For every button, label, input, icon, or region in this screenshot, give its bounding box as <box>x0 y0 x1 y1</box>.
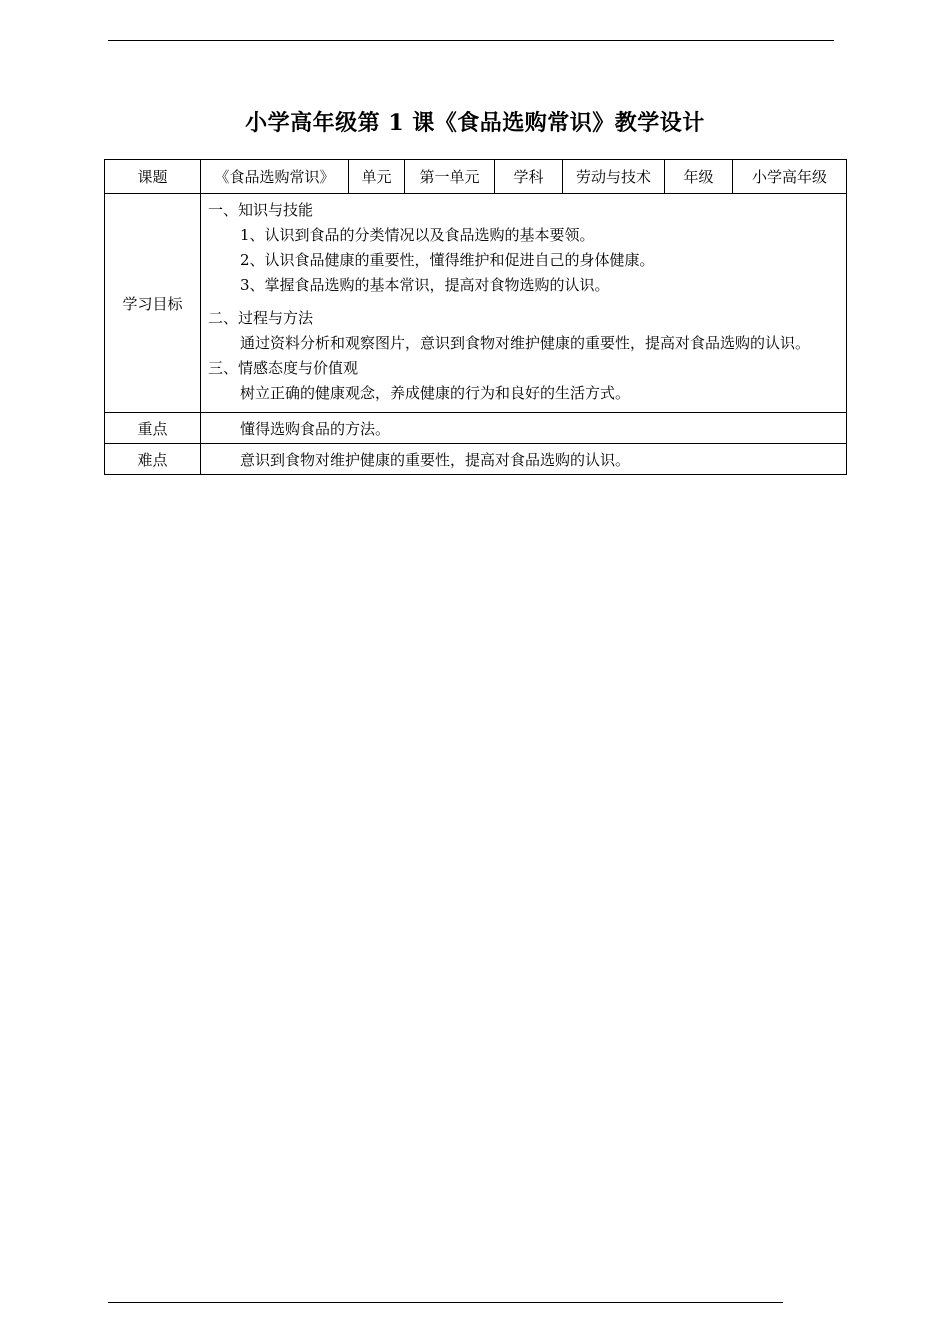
list-item: 1、认识到食品的分类情况以及食品选购的基本要领。 <box>240 226 595 244</box>
grade-label: 年级 <box>665 160 733 194</box>
key-point-label: 重点 <box>105 413 201 444</box>
grade-value: 小学高年级 <box>733 160 847 194</box>
unit-label: 单元 <box>349 160 405 194</box>
difficulty-text: 意识到食物对维护健康的重要性，提高对食品选购的认识。 <box>201 444 847 475</box>
section-heading: 三、情感态度与价值观 <box>208 359 359 377</box>
table-row <box>105 194 847 413</box>
header-rule <box>108 40 834 41</box>
paragraph: 通过资料分析和观察图片，意识到食物对维护健康的重要性，提高对食品选购的认识。 <box>240 334 811 352</box>
list-item: 2、认识食品健康的重要性，懂得维护和促进自己的身体健康。 <box>240 251 655 269</box>
objectives-label: 学习目标 <box>105 194 201 413</box>
list-item: 3、掌握食品选购的基本常识，提高对食物选购的认识。 <box>240 276 610 294</box>
topic-label: 课题 <box>105 160 201 194</box>
footer-rule <box>108 1302 783 1303</box>
paragraph: 树立正确的健康观念，养成健康的行为和良好的生活方式。 <box>240 384 631 402</box>
section-heading: 一、知识与技能 <box>208 201 314 219</box>
subject-value: 劳动与技术 <box>563 160 665 194</box>
difficulty-label: 难点 <box>105 444 201 475</box>
table-row <box>105 413 847 444</box>
page-title: 小学高年级第 1 课《食品选购常识》教学设计 <box>245 110 705 136</box>
table-row <box>105 160 847 194</box>
unit-value: 第一单元 <box>405 160 495 194</box>
lesson-design-table <box>104 159 847 475</box>
key-point-text: 懂得选购食品的方法。 <box>201 413 847 444</box>
objectives-content <box>201 194 847 413</box>
table-row <box>105 444 847 475</box>
subject-label: 学科 <box>495 160 563 194</box>
section-heading: 二、过程与方法 <box>208 309 314 327</box>
topic-value: 《食品选购常识》 <box>201 160 349 194</box>
